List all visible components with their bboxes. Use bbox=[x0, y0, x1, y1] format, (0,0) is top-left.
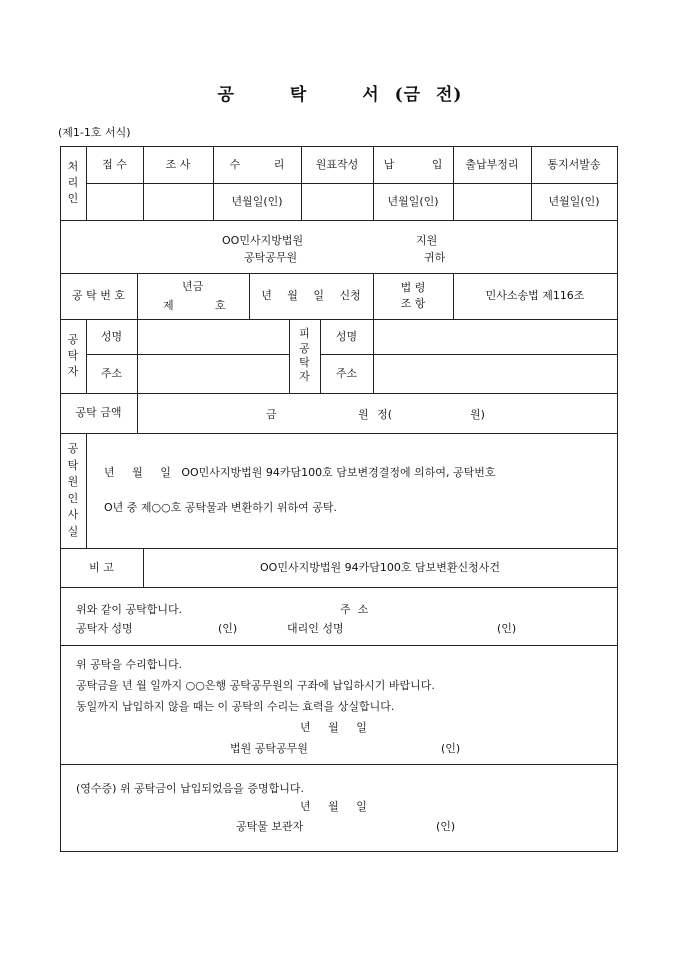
page-title bbox=[0, 80, 680, 105]
depositee-label: 피 공 탁 자 bbox=[299, 327, 310, 384]
cause-line-1: 년 월 일 OO민사지방법원 94카담100호 담보변경결정에 의하여, 공탁번호 bbox=[104, 466, 496, 479]
depositor-seal: (인) bbox=[218, 622, 238, 635]
title-char: 서 bbox=[362, 85, 380, 105]
receipt-date: 년 월 일 bbox=[300, 800, 367, 813]
payment-date: 년월일(인) bbox=[387, 194, 439, 208]
agent-signature-label: 대리인 성명 bbox=[287, 622, 344, 635]
depositor-address-label: 주소 bbox=[100, 366, 123, 380]
law-label: 법 령 조 항 bbox=[400, 281, 426, 310]
acceptance-line-1: 위 공탁을 수리합니다. bbox=[76, 658, 183, 671]
depositee-name-label: 성명 bbox=[335, 329, 358, 343]
remarks-label: 비 고 bbox=[89, 560, 114, 574]
deposit-number-year: 년금 bbox=[182, 280, 204, 293]
col-acceptance: 수 리 bbox=[229, 157, 285, 171]
notice-date: 년월일(인) bbox=[548, 194, 600, 208]
amount-geum: 금 bbox=[266, 408, 277, 421]
col-receipt: 접 수 bbox=[102, 157, 127, 171]
acceptance-date: 년 월 일 bbox=[300, 721, 367, 734]
deposit-officer: 공탁공무원 bbox=[244, 251, 298, 264]
deposit-number-je: 제 bbox=[163, 299, 174, 312]
declaration-line: 위와 같이 공탁합니다. bbox=[76, 603, 183, 616]
declaration-address-label: 주 소 bbox=[340, 603, 369, 616]
form-code: (제1-1호 서식) bbox=[58, 126, 131, 139]
amount-won-jeong: 원 정( bbox=[358, 408, 393, 421]
cause-label: 공 탁 원 인 사 실 bbox=[67, 442, 79, 538]
depositor-address-field bbox=[137, 354, 289, 393]
depositor-signature-label: 공탁자 성명 bbox=[76, 622, 133, 635]
law-value: 민사소송법 제116조 bbox=[485, 289, 585, 303]
col-notice: 통지서발송 bbox=[547, 157, 601, 171]
application-date: 년 월 일 신청 bbox=[261, 289, 361, 303]
title-char: 전) bbox=[436, 85, 463, 105]
deposit-number-label: 공 탁 번 호 bbox=[72, 289, 125, 303]
title-char: 탁 bbox=[289, 85, 308, 105]
acceptance-date: 년월일(인) bbox=[231, 194, 283, 208]
acceptance-line-2: 공탁금을 년 월 일까지 ○○은행 공탁공무원의 구좌에 납입하시기 바랍니다. bbox=[76, 679, 435, 692]
title-char: 공 bbox=[217, 85, 235, 105]
acceptance-officer: 법원 공탁공무원 bbox=[230, 742, 308, 755]
col-payment: 납 입 bbox=[383, 157, 443, 171]
depositor-name-label: 성명 bbox=[100, 329, 123, 343]
depositor-label: 공 탁 자 bbox=[67, 333, 79, 378]
acceptance-line-3: 동일까지 납입하지 않을 때는 이 공탁의 수리는 효력을 상실합니다. bbox=[76, 700, 395, 713]
custodian-label: 공탁물 보관자 bbox=[236, 820, 304, 833]
col-investigation: 조 사 bbox=[165, 157, 191, 171]
receipt-line: (영수증) 위 공탁금이 납입되었음을 증명합니다. bbox=[76, 782, 304, 795]
cause-line-2: O년 중 제○○호 공탁물과 변환하기 위하여 공탁. bbox=[104, 501, 337, 514]
processor-label: 처 리 인 bbox=[67, 160, 79, 205]
amount-won-close: 원) bbox=[470, 408, 485, 421]
deposit-number-ho: 호 bbox=[215, 299, 226, 312]
title-char: (금 bbox=[394, 85, 422, 105]
court-branch: 지원 bbox=[416, 234, 438, 247]
amount-label: 공탁 금액 bbox=[75, 406, 122, 420]
custodian-seal: (인) bbox=[436, 820, 456, 833]
court-name: OO민사지방법원 bbox=[222, 234, 304, 247]
remarks-value: OO민사지방법원 94카담100호 담보변환신청사건 bbox=[260, 560, 500, 574]
acceptance-seal: (인) bbox=[441, 742, 461, 755]
col-cashbook: 출납부정리 bbox=[465, 157, 519, 171]
honorific: 귀하 bbox=[424, 251, 446, 264]
agent-seal: (인) bbox=[497, 622, 517, 635]
col-ledger-creation: 원표작성 bbox=[315, 157, 359, 171]
depositee-address-label: 주소 bbox=[335, 366, 358, 380]
depositor-name-field bbox=[137, 319, 289, 354]
